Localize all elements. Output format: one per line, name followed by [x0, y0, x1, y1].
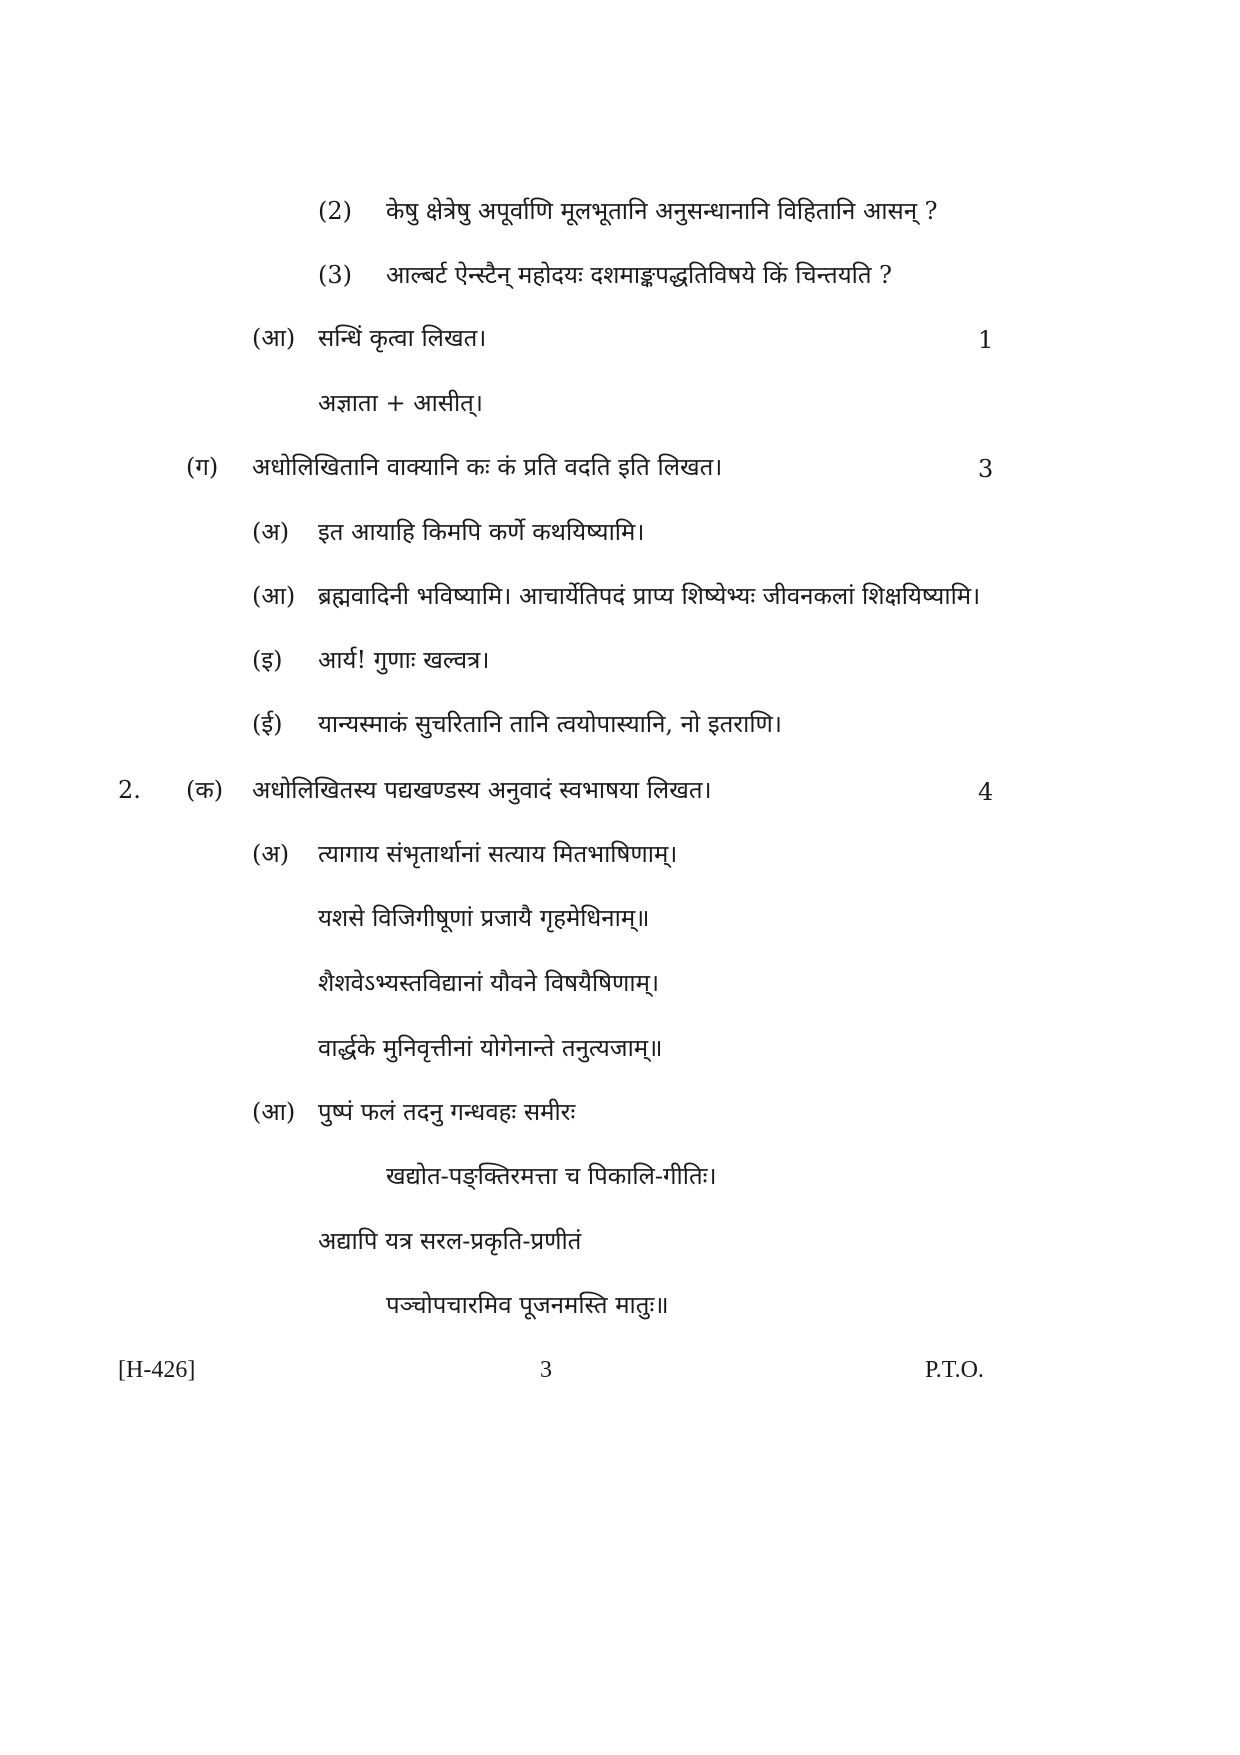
q1c-label: (ग) [186, 453, 219, 481]
q2a-a-verse-line-1: त्यागाय संभृतार्थानां सत्याय मितभाषिणाम्। [318, 840, 678, 868]
marks-4: 4 [978, 778, 994, 806]
q2a-aa-verse-line-3: अद्यापि यत्र सरल-प्रकृति-प्रणीतं [318, 1227, 582, 1255]
q2a-a-verse-line-4: वार्द्धके मुनिवृत्तीनां योगेनान्ते तनुत्यजाम्॥ [318, 1034, 663, 1062]
q1c-ii-text: यान्यस्माकं सुचरितानि तानि त्वयोपास्यानि, नो इतराणि। [318, 710, 782, 738]
q1b-3-text: आल्बर्ट ऐन्स्टैन् महोदयः दशमाङ्कपद्धतिविषये किं चिन्तयति ? [386, 261, 893, 289]
q1c-aa-label: (आ) [252, 582, 296, 610]
q1c-i-label: (इ) [252, 646, 283, 674]
page-number: 3 [540, 1357, 552, 1383]
q2a-aa-verse-line-1: पुष्पं फलं तदनु गन्धवहः समीरः [318, 1098, 576, 1126]
q1c-ii-label: (ई) [252, 710, 283, 738]
q1c-a-label: (अ) [252, 518, 290, 546]
q1b-3-label: (3) [318, 261, 352, 289]
q1c-aa-text: ब्रह्मवादिनी भविष्यामि। आचार्येतिपदं प्राप्य शिष्येभ्यः जीवनकलां शिक्षयिष्यामि। [318, 582, 981, 610]
pto-label: P.T.O. [925, 1357, 984, 1383]
marks-3: 3 [978, 455, 994, 483]
q1c-i-text: आर्य! गुणाः खल्वत्र। [318, 646, 490, 674]
q2a-aa-verse-line-4: पञ्चोपचारमिव पूजनमस्ति मातुः॥ [386, 1291, 669, 1319]
q2a-a-label: (अ) [252, 840, 290, 868]
q1b-2-label: (2) [318, 197, 352, 225]
q2a-text: अधोलिखितस्य पद्यखण्डस्य अनुवादं स्वभाषया लिखत। [252, 776, 712, 804]
q1c-a-text: इत आयाहि किमपि कर्णे कथयिष्यामि। [318, 518, 645, 546]
q2a-label: (क) [186, 776, 224, 804]
q2a-a-verse-line-3: शैशवेऽभ्यस्तविद्यानां यौवने विषयैषिणाम्। [318, 969, 660, 997]
paper-code: [H-426] [118, 1357, 196, 1383]
q1b-aa-label: (आ) [252, 324, 296, 352]
q2a-aa-label: (आ) [252, 1098, 296, 1126]
q2-number: 2. [118, 776, 141, 804]
q1b-2-text: केषु क्षेत्रेषु अपूर्वाणि मूलभूतानि अनुसन्धानानि विहितानि आसन् ? [386, 197, 938, 225]
q1b-aa-text: सन्धिं कृत्वा लिखत। [318, 324, 487, 352]
marks-1: 1 [978, 326, 994, 354]
q1b-aa-sandhi: अज्ञाता + आसीत्। [318, 389, 483, 417]
q1c-text: अधोलिखितानि वाक्यानि कः कं प्रति वदति इति लिखत। [252, 453, 723, 481]
q2a-a-verse-line-2: यशसे विजिगीषूणां प्रजायै गृहमेधिनाम्॥ [318, 904, 650, 932]
q2a-aa-verse-line-2: खद्योत-पङ्क्तिरमत्ता च पिकालि-गीतिः। [386, 1162, 717, 1190]
